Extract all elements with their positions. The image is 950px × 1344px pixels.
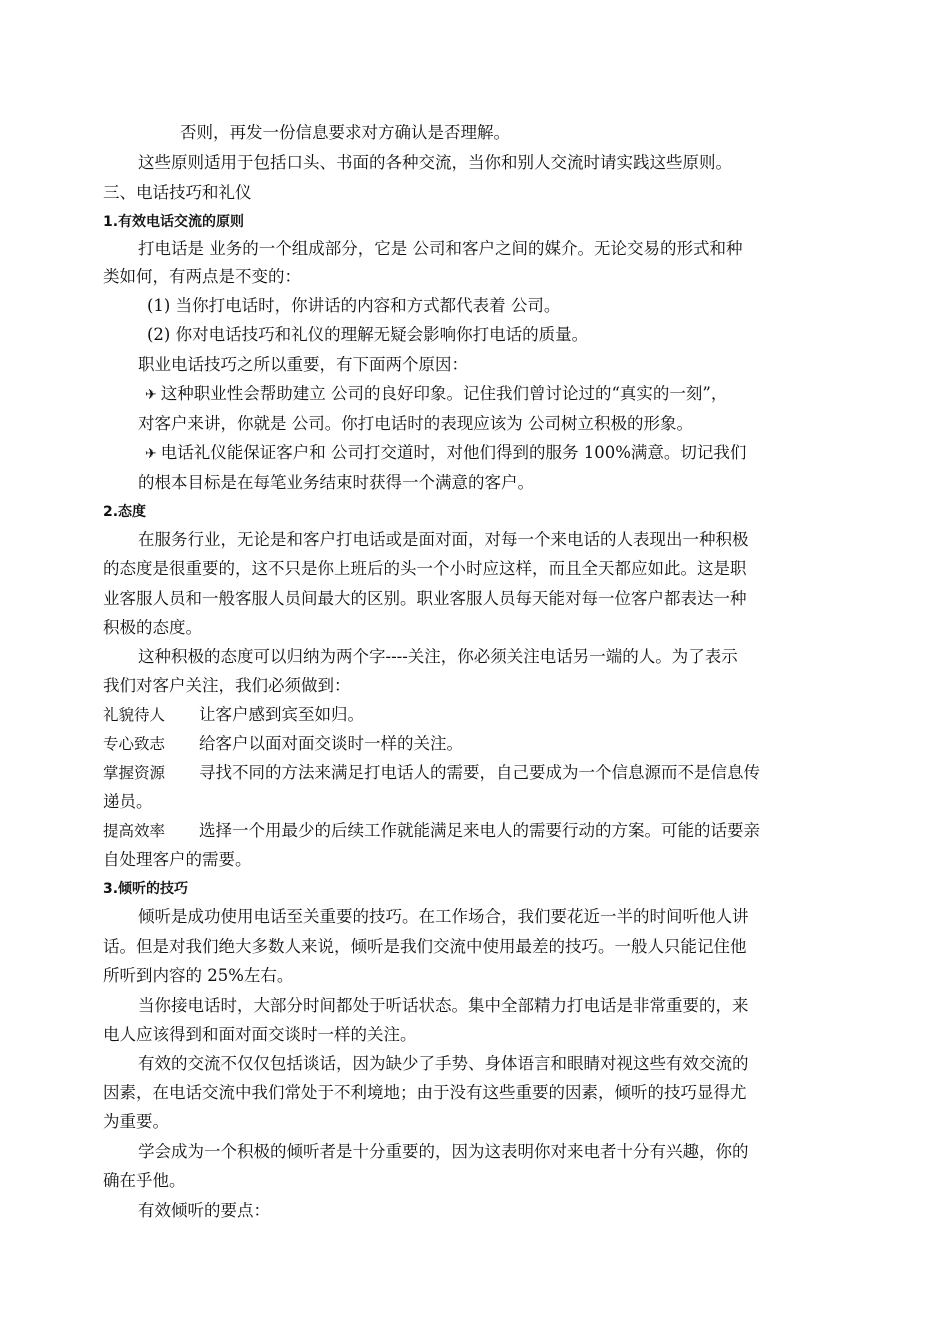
definition-term: 提高效率	[103, 822, 166, 840]
definition-text: 给客户以面对面交谈时一样的关注。	[199, 734, 463, 753]
paragraph-line: 在服务行业，无论是和客户打电话或是面对面，对每一个来电话的人表现出一种积极	[138, 530, 749, 549]
airplane-icon: ✈	[145, 387, 157, 403]
definition-item	[103, 731, 463, 757]
paragraph-line: 类如何，有两点是不变的：	[103, 267, 301, 286]
subsection-heading: 2.态度	[103, 504, 147, 520]
definition-item	[103, 818, 760, 844]
paragraph-line: 为重要。	[103, 1112, 169, 1131]
paragraph-line: 有效的交流不仅仅包括谈话，因为缺少了手势、身体语言和眼睛对视这些有效交流的	[138, 1054, 749, 1073]
bullet-item	[145, 440, 746, 467]
definition-text: 让客户感到宾至如归。	[199, 705, 364, 724]
definition-term: 礼貌待人	[103, 706, 166, 724]
paragraph-line: 对客户来讲，你就是 公司。你打电话时的表现应该为 公司树立积极的形象。	[138, 414, 693, 433]
paragraph-line: 否则，再发一份信息要求对方确认是否理解。	[180, 123, 510, 142]
bullet-text: 电话礼仪能保证客户和 公司打交道时，对他们得到的服务 100%满意。切记我们	[160, 443, 747, 462]
paragraph-line: 确在乎他。	[103, 1171, 186, 1190]
paragraph-line: 递员。	[103, 792, 153, 811]
bullet-item	[145, 381, 727, 408]
paragraph-line: 这种积极的态度可以归纳为两个字----关注，你必须关注电话另一端的人。为了表示	[138, 647, 738, 666]
paragraph-line: 当你接电话时，大部分时间都处于听话状态。集中全部精力打电话是非常重要的，来	[138, 996, 749, 1015]
section-heading: 三、电话技巧和礼仪	[103, 183, 252, 202]
paragraph-line: 电人应该得到和面对面交谈时一样的关注。	[103, 1025, 417, 1044]
definition-text: 选择一个用最少的后续工作就能满足来电人的需要行动的方案。可能的话要亲	[199, 821, 760, 840]
definition-item	[103, 702, 364, 728]
paragraph-line: 话。但是对我们绝大多数人来说，倾听是我们交流中使用最差的技巧。一般人只能记住他	[103, 937, 747, 956]
paragraph-line: 所听到内容的 25%左右。	[103, 966, 294, 985]
paragraph-line: 的态度是很重要的，这不只是你上班后的头一个小时应这样，而且全天都应如此。这是职	[103, 559, 747, 578]
paragraph-line: 职业电话技巧之所以重要，有下面两个原因：	[138, 355, 468, 374]
paragraph-line: 业客服人员和一般客服人员间最大的区别。职业客服人员每天能对每一位客户都表达一种	[103, 589, 747, 608]
paragraph-line: 学会成为一个积极的倾听者是十分重要的，因为这表明你对来电者十分有兴趣，你的	[138, 1142, 749, 1161]
paragraph-line: 有效倾听的要点：	[138, 1201, 270, 1220]
definition-item	[103, 760, 760, 786]
airplane-icon: ✈	[145, 446, 157, 462]
bullet-text: 这种职业性会帮助建立 公司的良好印象。记住我们曾讨论过的“真实的一刻”，	[160, 384, 728, 403]
definition-text: 寻找不同的方法来满足打电话人的需要，自己要成为一个信息源而不是信息传	[199, 763, 760, 782]
subsection-heading: 3.倾听的技巧	[103, 881, 189, 897]
list-item: (2) 你对电话技巧和礼仪的理解无疑会影响你打电话的质量。	[147, 325, 589, 344]
definition-term: 掌握资源	[103, 764, 166, 782]
paragraph-line: 积极的态度。	[103, 618, 202, 637]
paragraph-line: 这些原则适用于包括口头、书面的各种交流，当你和别人交流时请实践这些原则。	[138, 153, 732, 172]
subsection-heading: 1.有效电话交流的原则	[103, 214, 245, 230]
paragraph-line: 打电话是 业务的一个组成部分，它是 公司和客户之间的媒介。无论交易的形式和种	[138, 239, 743, 258]
paragraph-line: 倾听是成功使用电话至关重要的技巧。在工作场合，我们要花近一半的时间听他人讲	[138, 907, 749, 926]
paragraph-line: 自处理客户的需要。	[103, 850, 252, 869]
list-item: (1) 当你打电话时，你讲话的内容和方式都代表着 公司。	[147, 296, 561, 315]
paragraph-line: 的根本目标是在每笔业务结束时获得一个满意的客户。	[138, 473, 534, 492]
paragraph-line: 因素，在电话交流中我们常处于不利境地；由于没有这些重要的因素，倾听的技巧显得尤	[103, 1083, 747, 1102]
paragraph-line: 我们对客户关注，我们必须做到：	[103, 676, 351, 695]
definition-term: 专心致志	[103, 735, 166, 753]
